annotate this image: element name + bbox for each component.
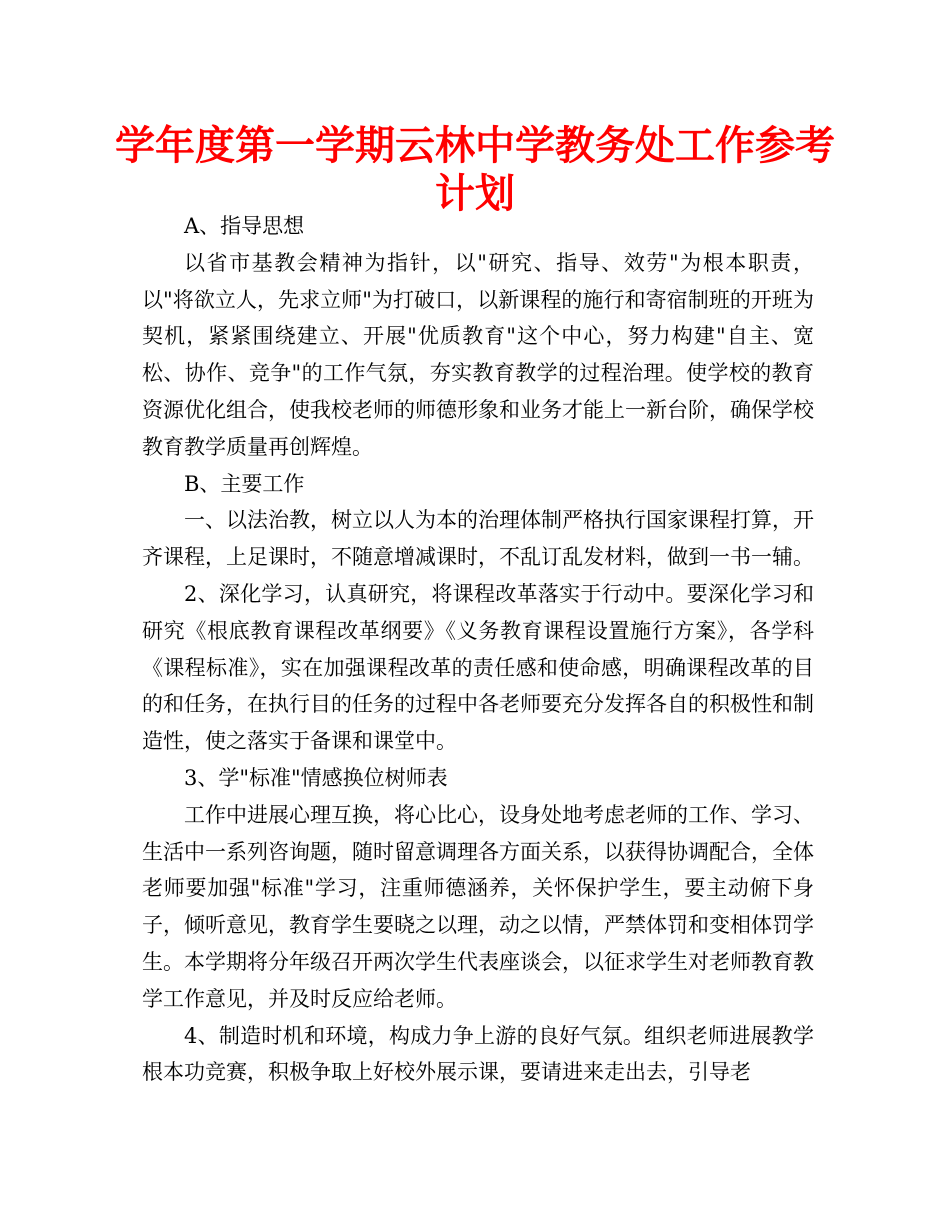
document-body bbox=[142, 208, 814, 1091]
work-item-2: 2、深化学习，认真研究，将课程改革落实于行动中。要深化学习和研究《根底教育课程改革纲要》《义务教育课程设置施行方案》，各学科《课程标准》，实在加强课程改革的责任感和使命感，明确课程改革的目的和任务，在执行目的任务的过程中各老师要充分发挥各自的积极性和制造性，使之落实于备课和课堂中。 bbox=[142, 581, 814, 754]
section-a-paragraph: 以省市基教会精神为指针，以"研究、指导、效劳"为根本职责，以"将欲立人，先求立师"为打破口，以新课程的施行和寄宿制班的开班为契机，紧紧围绕建立、开展"优质教育"这个中心，努力构建"自主、宽松、协作、竞争"的工作气氛，夯实教育教学的过程治理。使学校的教育资源优化组合，使我校老师的师德形象和业务才能上一新台阶，确保学校教育教学质量再创辉煌。 bbox=[142, 250, 814, 459]
work-item-4: 4、制造时机和环境，构成力争上游的良好气氛。组织老师进展教学根本功竞赛，积极争取上好校外展示课，要请进来走出去，引导老 bbox=[142, 1023, 814, 1085]
document-title-line2: 计划 bbox=[435, 171, 515, 217]
work-item-3-paragraph: 工作中进展心理互换，将心比心，设身处地考虑老师的工作、学习、生活中一系列咨询题，随时留意调理各方面关系，以获得协调配合，全体老师要加强"标准"学习，注重师德涵养，关怀保护学生，要主动俯下身子，倾听意见，教育学生要晓之以理，动之以情，严禁体罚和变相体罚学生。本学期将分年级召开两次学生代表座谈会，以征求学生对老师教育教学工作意见，并及时反应给老师。 bbox=[142, 802, 814, 1011]
section-a-heading: A、指导思想 bbox=[184, 214, 305, 238]
section-b-heading: B、主要工作 bbox=[184, 471, 305, 496]
document-title-line1: 学年度第一学期云林中学教务处工作参考 bbox=[115, 123, 835, 169]
work-item-3-heading: 3、学"标准"情感换位树师表 bbox=[184, 765, 448, 790]
work-item-1: 一、以法治教，树立以人为本的治理体制严格执行国家课程打算，开齐课程，上足课时，不随意增减课时，不乱订乱发材料，做到一书一辅。 bbox=[142, 508, 814, 570]
